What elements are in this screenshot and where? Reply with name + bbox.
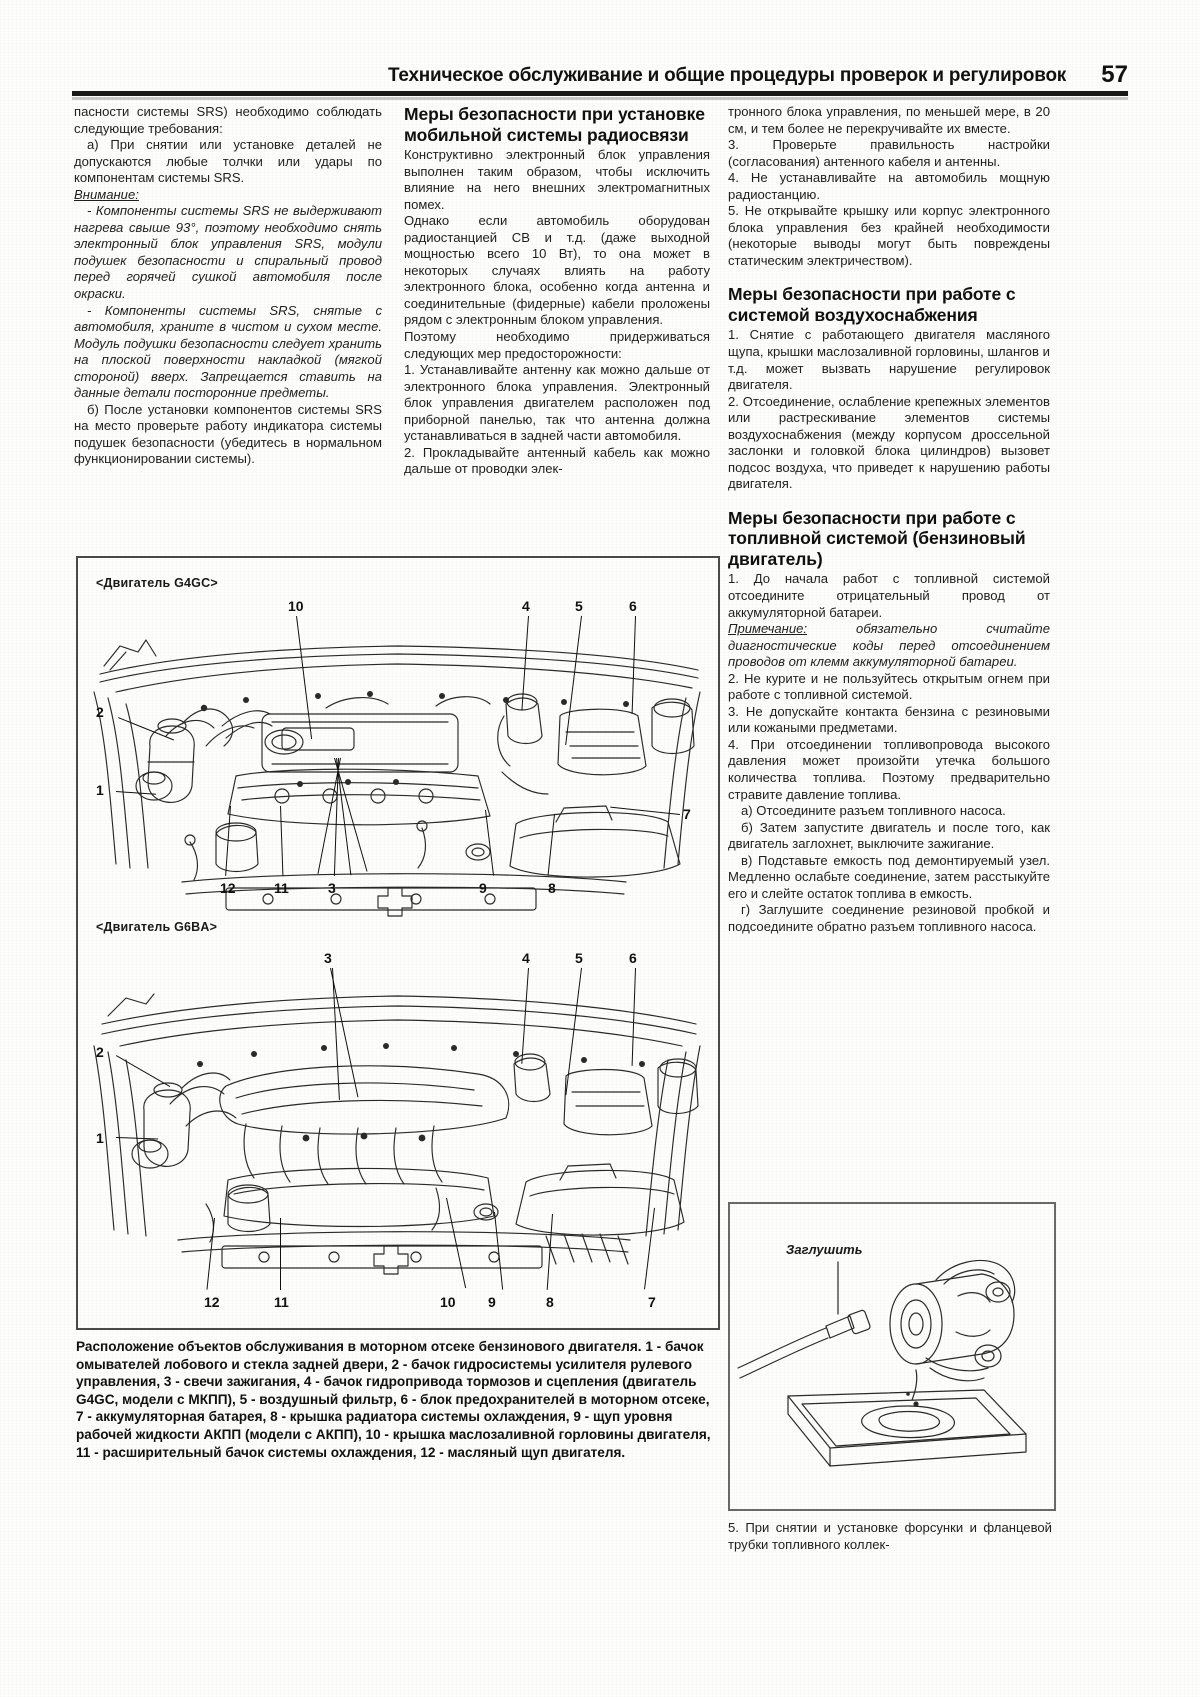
spacer [728,269,1050,284]
engine-g4gc-drawing [86,596,718,926]
paragraph: 2. Прокладывайте антенный кабель как можно дальше от проводки элек- [404,444,710,477]
callout-1: 1 [96,1130,104,1146]
paragraph: Конструктивно электронный блок управления выполнен таким образом, чтобы исключить влияние на него внешних электромагнитных помех. [404,147,710,212]
callout-2: 2 [96,1044,104,1060]
paragraph: в) Подставьте емкость под демонтируемый узел. Медленно ослабьте соединение, затем расстыкуйте его и слейте остаток топлива в емкость. [728,852,1050,901]
header-divider-shadow [72,97,1128,100]
paragraph: - Компоненты системы SRS не выдерживают нагрева свыше 93°, поэтому необходимо снять электронный блок управления SRS, модули подушек безопасности и спиральный провод перед горячей сушкой автомобиля после окраски. [74,203,382,302]
callout-6: 6 [629,598,637,614]
paragraph: - Компоненты системы SRS, снятые с автомобиля, храните в чистом и сухом месте. Модуль подушки безопасности следует хранить на плоской поверхности накладкой (мягкой стороной) вверх. Запрещается ставить на данные детали посторонние предметы. [74,302,382,401]
callout-12: 12 [204,1294,220,1310]
paragraph: пасности системы SRS) необходимо соблюдать следующие требования: [74,104,382,136]
paragraph: г) Заглушите соединение резиновой пробкой и подсоедините обратно разъем топливного насоса. [728,902,1050,934]
paragraph: а) Отсоедините разъем топливного насоса. [741,803,1006,819]
warning-label: Внимание: [74,186,139,202]
page-title: Техническое обслуживание и общие процедуры проверок и регулировок [387,64,1066,86]
paragraph: 1. До начала работ с топливной системой отсоедините отрицательный провод от аккумуляторной батареи. [728,571,1050,620]
callout-3: 3 [328,880,336,896]
paragraph: б) После установки компонентов системы SRS на место проверьте работу индикатора системы подушек безопасности (убедитесь в нормальном функционировании системы). [74,401,382,467]
callout-2: 2 [96,704,104,720]
page-header [72,52,1128,96]
callout-6: 6 [629,950,637,966]
callout-9: 9 [488,1294,496,1310]
callout-5: 5 [575,950,583,966]
engine-g6ba-drawing [86,968,718,1298]
text-column-2 [404,104,710,478]
tail-paragraph: 5. При снятии и установке форсунки и фланцевой трубки топливного коллек- [728,1520,1052,1552]
paragraph: Однако если автомобиль оборудован радиостанцией СВ и т.д. (даже выходной мощностью всего 10 Вт), то она может в некоторых случаях влиять на работу электронного блока, особенно когда антенна и соединительные (фидерные) кабели проложены рядом с электронным блоком управления. [404,213,710,328]
text-column-3 [728,104,1050,935]
callout-12: 12 [220,880,236,896]
header-divider [72,91,1128,96]
engine-g6ba-label: <Двигатель G6BA> [96,920,218,934]
section-heading-radio: Меры безопасности при установке мобильной системы радиосвязи [404,104,705,145]
callout-10: 10 [288,598,304,614]
callout-8: 8 [546,1294,554,1310]
callout-9: 9 [479,880,487,896]
fuel-pump-drawing [730,1204,1050,1505]
paragraph: а) При снятии или установке деталей не допускаются любые толчки или удары по компонентам системы SRS. [74,137,382,186]
callout-8: 8 [548,880,556,896]
paragraph: 2. Не курите и не пользуйтесь открытым огнем при работе с топливной системой. [728,670,1050,703]
paragraph: тронного блока управления, по меньшей мере, в 20 см, и тем более не перекручивайте их вместе. [728,104,1050,136]
paragraph: 1. Устанавливайте антенну как можно дальше от электронного блока управления. Электронный блок управления двигателем расположен под приборной панелью, так что антенна должна устанавливаться в задней части автомобиля. [404,362,710,444]
paragraph: 5. Не открывайте крышку или корпус электронного блока управления без крайней необходимости (некоторые выводы могут быть повреждены статическим электричеством). [728,203,1050,268]
paragraph: 3. Проверьте правильность настройки (согласования) антенного кабеля и антенны. [728,137,1050,169]
callout-10: 10 [440,1294,456,1310]
paragraph: 2. Отсоединение, ослабление крепежных элементов или растрескивание элементов системы воздухоснабжения (между корпусом дроссельной заслонки и головкой блока цилиндров) вызовет подсос воздуха, что приведет к нарушению работы двигателя. [728,393,1050,492]
figure-caption: Расположение объектов обслуживания в моторном отсеке бензинового двигателя. 1 - бачок омывателей лобового и стекла задней двери, 2 - бачок гидросистемы усилителя рулевого управления, 3 - свечи зажигания, 4 - бачок гидропривода тормозов и сцепления (двигатель G4GC, модели с МКПП), 5 - воздушный фильтр, 6 - блок предохранителей в моторном отсеке, 7 - аккумуляторная батарея, 8 - крышка радиатора системы охлаждения, 9 - щуп уровня рабочей жидкости АКПП (модели с АКПП), 10 - крышка маслозаливной горловины двигателя, 11 - расширительный бачок системы охлаждения, 12 - масляный щуп двигателя. [76,1339,711,1460]
callout-7: 7 [648,1294,656,1310]
callout-4: 4 [522,950,530,966]
callout-5: 5 [575,598,583,614]
callout-1: 1 [96,782,104,798]
engine-g4gc-label: <Двигатель G4GC> [96,576,218,590]
paragraph: 1. Снятие с работающего двигателя масляного щупа, крышки маслозаливной горловины, шлангов и т.д. может вызвать нарушение регулировок двигателя. [728,327,1050,393]
engine-bay-figure [76,556,720,1330]
note-label: Примечание: [728,621,808,637]
paragraph: б) Затем запустите двигатель и после того, как двигатель заглохнет, выключите зажигание. [728,819,1050,852]
paragraph: Поэтому необходимо придерживаться следующих мер предосторожности: [404,329,710,361]
callout-7: 7 [683,806,691,822]
leader-line [280,1218,281,1290]
fuel-pump-figure [728,1202,1056,1511]
fuel-plug-label: Заглушить [786,1242,863,1257]
note-paragraph [728,621,1050,671]
callout-11: 11 [274,1294,289,1310]
text-column-1 [74,104,382,468]
callout-11: 11 [274,880,289,896]
page-number: 57 [1101,61,1128,88]
callout-4: 4 [522,598,530,614]
paragraph: 4. Не устанавливайте на автомобиль мощную радиостанцию. [728,170,1050,202]
section-heading-air: Меры безопасности при работе с системой воздухоснабжения [728,284,1016,325]
note-text: обязательно считайте диагностические коды перед отсоединением проводов от клемм аккумуляторной батареи. [728,621,1050,670]
paragraph: 4. При отсоединении топливопровода высокого давления может произойти утечка большого количества топлива. Поэтому предварительно стравите давление топлива. [728,736,1050,802]
callout-3: 3 [324,950,332,966]
section-heading-fuel: Меры безопасности при работе с топливной системой (бензиновый двигатель) [728,507,1026,569]
spacer [728,493,1050,508]
paragraph: 3. Не допускайте контакта бензина с резиновыми или кожаными предметами. [728,703,1050,736]
